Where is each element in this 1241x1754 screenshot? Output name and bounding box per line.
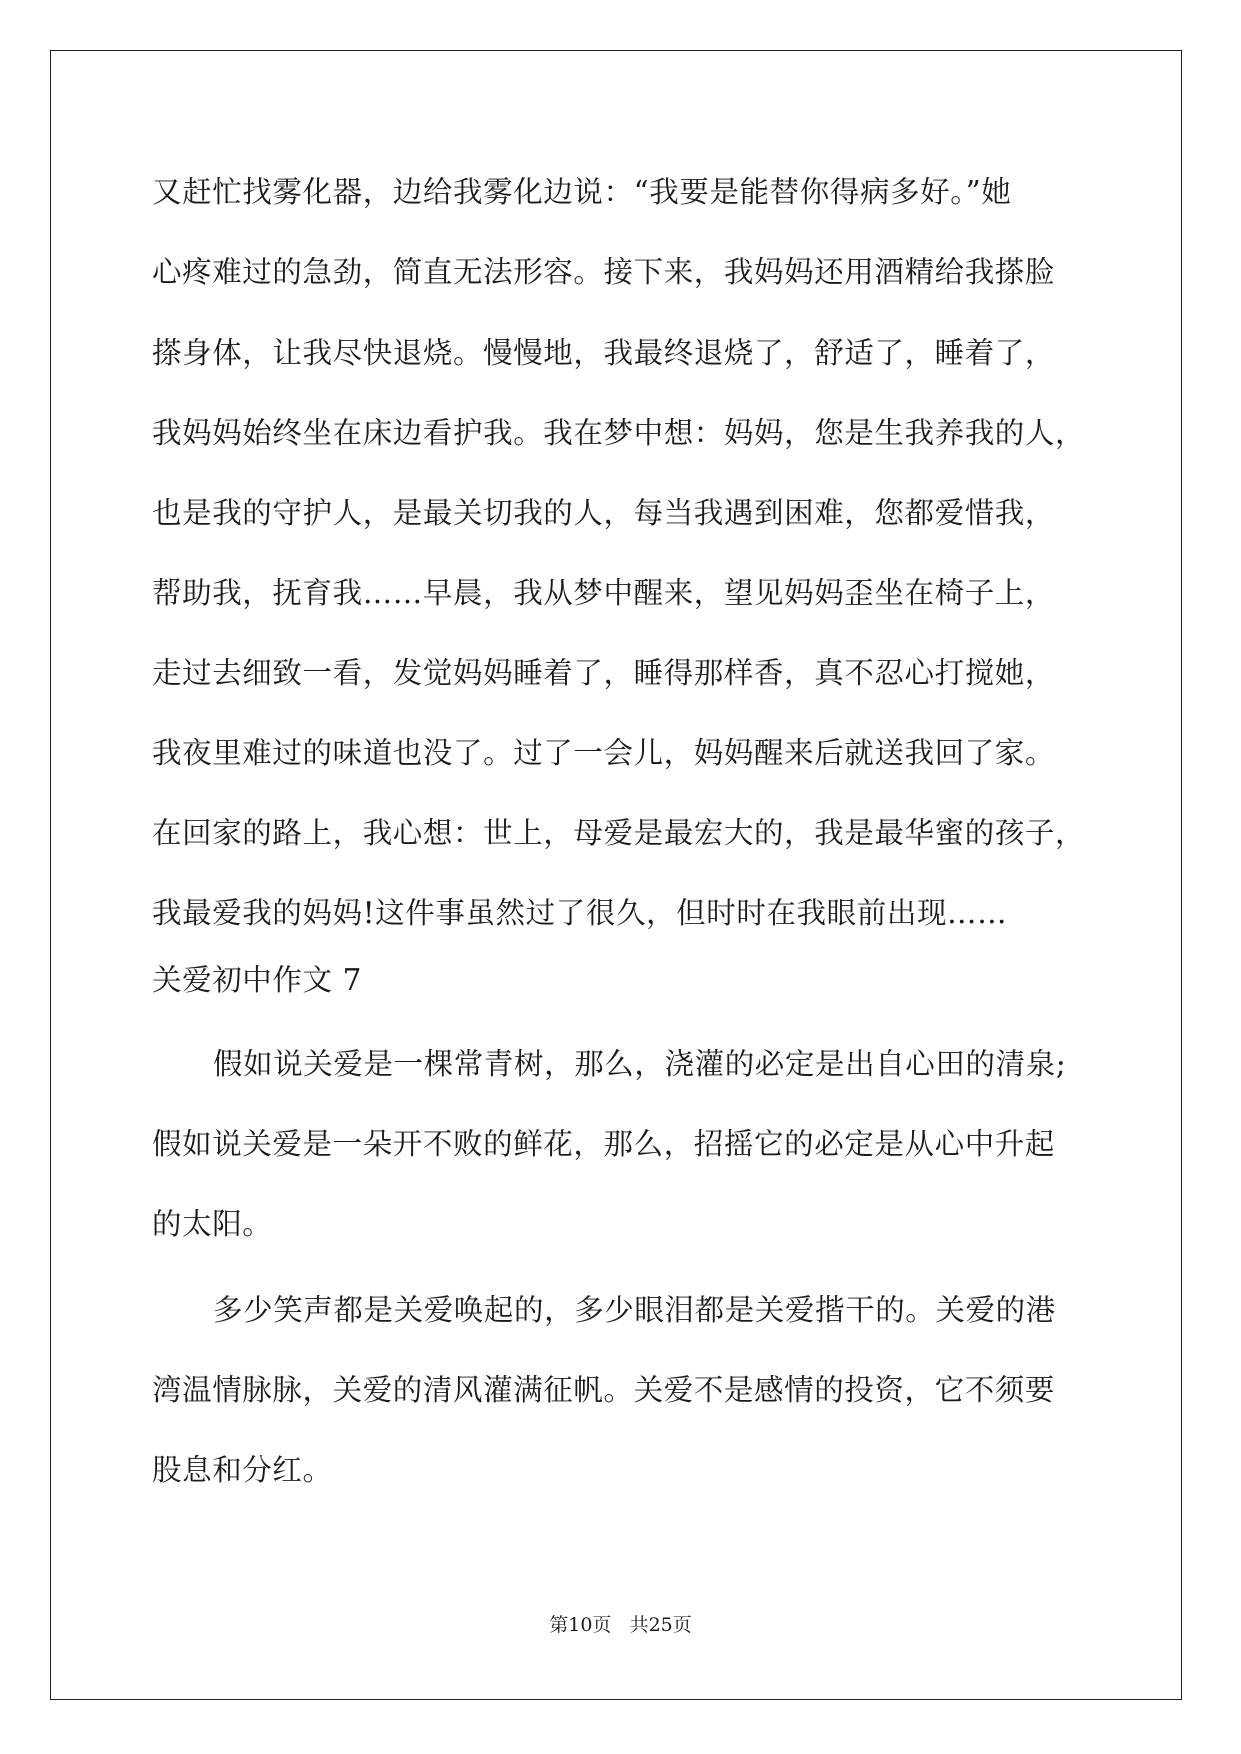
paragraph-line: 湾温情脉脉，关爱的清风灌满征帆。关爱不是感情的投资，它不须要 <box>152 1373 1056 1407</box>
paragraph-line: 的太阳。 <box>152 1207 273 1241</box>
body-line: 走过去细致一看，发觉妈妈睡着了，睡得那样香，真不忍心打搅她， <box>152 656 1056 690</box>
body-line: 帮助我，抚育我……早晨，我从梦中醒来，望见妈妈歪坐在椅子上， <box>152 576 1056 610</box>
body-line: 又赶忙找雾化器，边给我雾化边说：“我要是能替你得病多好。”她 <box>152 175 1012 209</box>
body-line: 我妈妈始终坐在床边看护我。我在梦中想：妈妈，您是生我养我的人， <box>152 416 1086 450</box>
page-footer <box>0 1612 1241 1638</box>
body-line: 在回家的路上，我心想：世上，母爱是最宏大的，我是最华蜜的孩子， <box>152 816 1086 850</box>
body-line: 搽身体，让我尽快退烧。慢慢地，我最终退烧了，舒适了，睡着了， <box>152 336 1056 370</box>
page-number: 第10页 <box>549 1614 612 1636</box>
paragraph-line: 多少笑声都是关爱唤起的，多少眼泪都是关爱揩干的。关爱的港 <box>213 1293 1056 1327</box>
body-line: 我夜里难过的味道也没了。过了一会儿，妈妈醒来后就送我回了家。 <box>152 736 1056 770</box>
section-title: 关爱初中作文 7 <box>152 963 362 997</box>
body-line: 心疼难过的急劲，简直无法形容。接下来，我妈妈还用酒精给我搽脸 <box>152 255 1056 289</box>
paragraph-line: 假如说关爱是一朵开不败的鲜花，那么，招摇它的必定是从心中升起 <box>152 1127 1056 1161</box>
body-line: 我最爱我的妈妈!这件事虽然过了很久，但时时在我眼前出现…… <box>152 896 1008 930</box>
paragraph-line: 股息和分红。 <box>152 1453 333 1487</box>
paragraph-line: 假如说关爱是一棵常青树，那么，浇灌的必定是出自心田的清泉; <box>213 1047 1067 1081</box>
page-total: 共25页 <box>629 1614 692 1636</box>
body-line: 也是我的守护人，是最关切我的人，每当我遇到困难，您都爱惜我， <box>152 496 1056 530</box>
